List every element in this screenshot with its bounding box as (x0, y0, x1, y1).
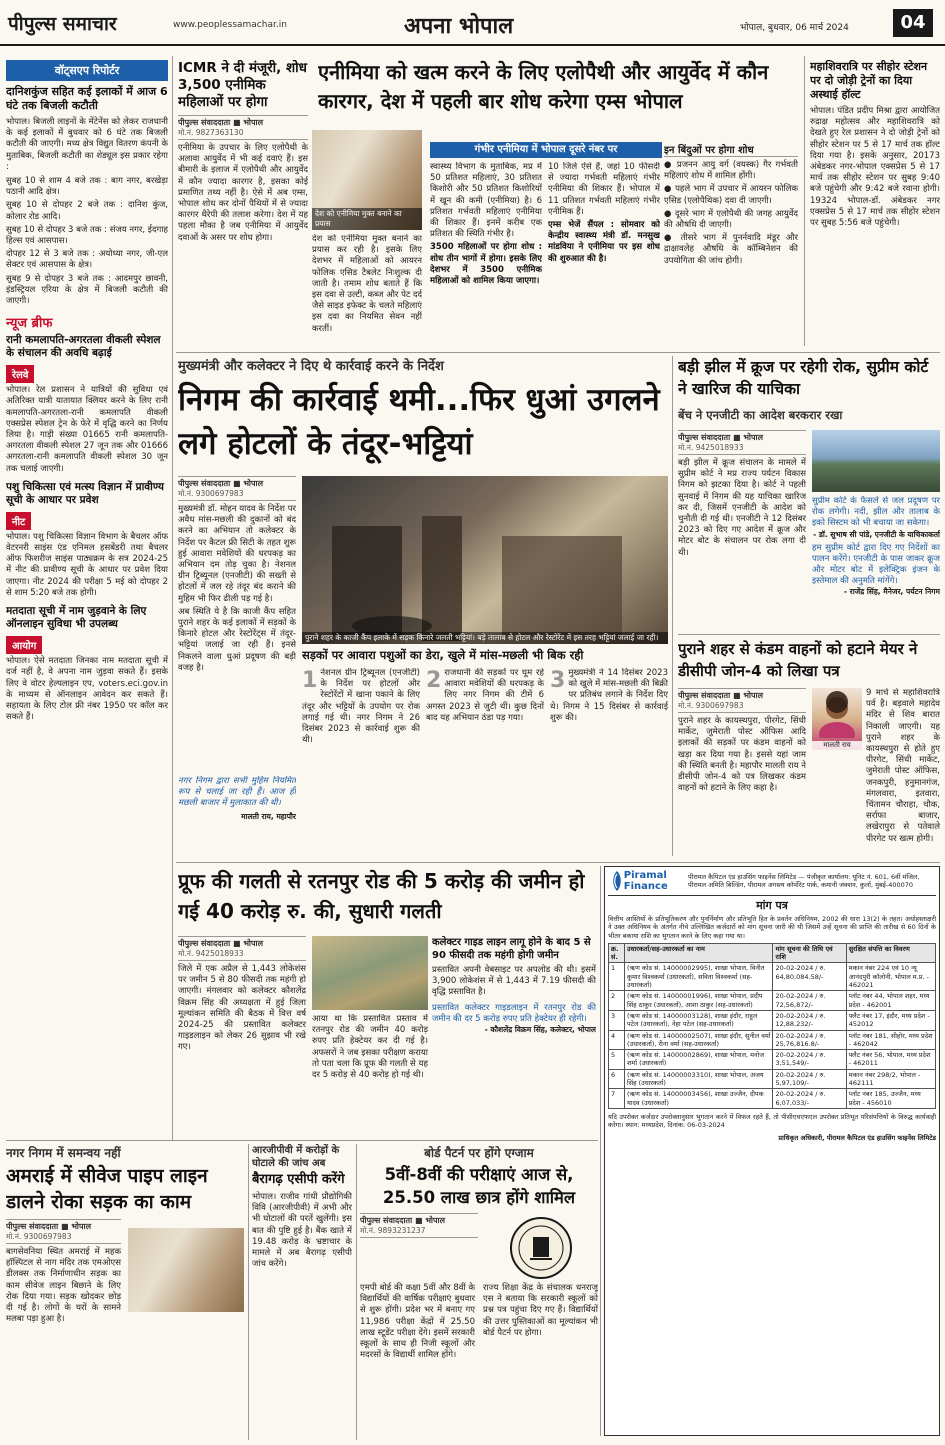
exam-kicker: बोर्ड पैटर्न पर होंगे एग्जाम (424, 1146, 534, 1160)
rgpv-story (252, 1144, 352, 1440)
cruise-quote-2: हम सुप्रीम कोर्ट द्वारा दिए गए निर्देशों का पालन करेंगे। एनजीटी के पास जाकर क्रूज और मोटर बोट में इलेक्ट्रिक इंजन के इस्तेमाल की अनुमति मांगेंगे। (812, 542, 940, 587)
cruise-byline: पीपुल्स संवाददाता ■ भोपाल मो.नं. 9425018933 (678, 430, 806, 455)
condemned-byline: पीपुल्स संवाददाता ■ भोपाल मो.नं. 9300697983 (678, 688, 806, 713)
sewage-byline: पीपुल्स संवाददाता ■ भोपाल मो.नं. 9300697983 (6, 1219, 121, 1244)
table-row: 1 (ऋण कोड सं. 14000002995), शाखा भोपाल, विनीत कुमार विश्वकर्मा (उधारकर्ता), सविता विश्वकर्मा (सह-उधारकर्ता) 20-02-2024 / रु. 64,80,084.58/- मकान नंबर 224 एवं 10 न्यू आनंदपुरी कॉलोनी, भोपाल म.प्र. - 462021 (609, 963, 936, 991)
table-row: 3 (ऋण कोड सं. 14000003128), शाखा इंदौर, राहुल पटेल (उधारकर्ता), नेहा पटेल (सह-उधारकर्ता) 20-02-2024 / रु. 12,88,232/- फ्लैट नंबर 17, इंदौर, मध्य प्रदेश - 452012 (609, 1010, 936, 1030)
tandoor-photo-caption: पुराने शहर के काजी कैंप इलाके में सड़क किनारे जलती भट्टियां। बड़े तालाब से होटल और रेस्टोरेंट में इस तरह भट्टियां जलाई जा रही। (302, 632, 668, 644)
table-row: 4 (ऋण कोड सं. 14000002507), शाखा इंदौर, सुनील वर्मा (उधारकर्ता), रीना वर्मा (सह-उधारकर्ता) 20-02-2024 / रु. 25,76,816.8/- प्लॉट नंबर 181, सीहोर, मध्य प्रदेश - 462042 (609, 1030, 936, 1050)
cm-body: मुख्यमंत्री डॉ. मोहन यादव के निर्देश पर अवैध मांस-मछली की दुकानों को बंद करने का अभियान तो कलेक्टर के निर्देश पर कैटल फ्री सिटी के तहत शुरू हुई आवारा मवेशियों की धरपकड़ का अभियान दम तोड़ चुका है। नेशनल ग्रीन ट्रिब्यूनल (एनजीटी) की सख्ती से होटलों में जल रहे तंदूर बंद कराने की मुहिम भी फिर ढीली पड़ गई है। अब स्थिति ये है कि काजी कैंप सहित पुराने शहर के कई इलाकों में सड़कों के किनारे होटल और रेस्टोरेंट्स में तंदूर-भट्टियां जलाई जा रही हैं। इनसे निकलने वाला धुआं प्रदूषण की बड़ी वजह है। (178, 504, 296, 673)
rgpv-headline: बैरागढ़ एसीपी करेंगे (252, 1172, 345, 1187)
piramal-logo: Piramal Finance (608, 870, 688, 892)
neet-tag: नीट (6, 512, 31, 530)
schedule-item: सुबह 10 से दोपहर 2 बजे तक : दानिश कुंज, कोलार रोड आदि। (6, 200, 168, 222)
strip-column: 3 मुख्यमंत्री ने 14 दिसंबर 2023 को खुले में मांस-मछली की बिक्री पर प्रतिबंध लगाने के निर्देश दिए थे। निगम ने 15 दिसंबर से कार्रवाई शुरू की। (550, 668, 668, 723)
brand-logo[interactable]: पीपुल्स समाचार (8, 13, 117, 35)
table-row: 6 (ऋण कोड सं. 14000003310), शाखा भोपाल, अजय सिंह (उधारकर्ता) 20-02-2024 / रु. 5,97,109/- मकान नंबर 298/2, भोपाल - 462111 (609, 1069, 936, 1089)
ratanpur-body: जिले में एक अप्रैल से 1,443 लोकेशंस पर जमीन 5 से 80 फीसदी तक महंगी हो जाएगी। मंगलवार को कलेक्टर कौशलेंद्र विक्रम सिंह की अध्यक्षता में हुई जिला मूल्यांकन समिति की बैठक में वित्त वर्ष 2024-25 की प्रस्तावित कलेक्टर गाइडलाइन को लेकर 26 सुझाव भी रखे गए। (178, 964, 306, 1053)
left-column (6, 60, 168, 1135)
ad-footer: यदि उपरोक्त कर्जदार उपरोक्तानुसार भुगतान करने में विफल रहते हैं, तो पीसीएचएफएल उपरोक्त प्रतिभूत परिसंपत्तियों के विरुद्ध कार्यवाही करेगा। स्थान: मध्यप्रदेश, दिनांक: 06-03-2024 (608, 1112, 936, 1130)
ad-notice: वित्तीय आस्तियों के प्रतिभूतिकरण और पुनर्निर्माण और प्रतिभूति हित के प्रवर्तन अधिनियम, 2002 की धारा 13(2) के तहत। अधोहस्ताक्षरी ने उक्त अधिनियम के अंतर्गत नीचे उल्लिखित कर्जदारों को मांग सूचना जारी की थी जिसमें उन्हें सूचना की प्राप्ति की तारीख से 60 दिनों के भीतर बकाया राशि का भुगतान करने के लिए कहा गया था। (608, 915, 936, 940)
news-brief-tag: न्यूज ब्रीफ (6, 316, 53, 332)
cm-strip (302, 668, 668, 858)
guideline-box-body: प्रस्तावित अपनी वेबसाइट पर अपलोड की थी। इसमें 3,900 लोकेशंस में से 1,443 में 7.19 फीसदी की वृद्धि प्रस्तावित है। (432, 965, 596, 998)
strip-column: 2 राजधानी की सड़कों पर घूम रहे आवारा मवेशियों की धरपकड़ के लिए नगर निगम की टीमें 6 अगस्त 2023 से जुटी थीं। कुछ दिनों बाद यह अभियान ठंडा पड़ गया। (426, 668, 544, 723)
tandoor-illustration (302, 476, 668, 644)
icmr-body-col2: देश को एनीमिया मुक्त बनाने का प्रयास कर रही है। इसके लिए देशभर में महिलाओं को आयरन फोलिक एसिड टैबलेट निःशुल्क दी जाती है। तमाम शोध बताते हैं कि इस दवा से उल्टी, कब्ज और पेट दर्द जैसे साइड इफेक्ट के चलते महिलाएं इस दवा का नियमित सेवन नहीं करतीं। (312, 234, 422, 334)
cruise-headline: बड़ी झील में क्रूज पर रहेगी रोक, सुप्रीम कोर्ट ने खारिज की याचिका (678, 358, 929, 398)
cruise-photo (812, 430, 940, 492)
exam-story (360, 1144, 598, 1440)
research-points-list (664, 160, 798, 267)
ad-signature: प्राधिकृत अधिकारी, पीरामल कैपिटल एंड हाउसिंग फाइनेंस लिमिटेड (778, 1133, 936, 1142)
demand-notice-table (608, 943, 936, 1109)
list-item: ● पहले भाग में उपचार में आयरन फोलिक एसिड (एलोपैथिक) दवा दी जाएगी। (664, 184, 798, 206)
anemia-headline: एनीमिया को खत्म करने के लिए एलोपैथी और आयुर्वेद में कौन कारगर, देश में पहली बार शोध करेगा एम्स भोपाल (318, 60, 769, 113)
schedule-item: दोपहर 12 से 3 बजे तक : अयोध्या नगर, जी-एल सेक्टर एवं आसपास के क्षेत्र। (6, 249, 168, 271)
table-row: 2 (ऋण कोड सं. 14000001996), शाखा भोपाल, प्रदीप सिंह ठाकुर (उधारकर्ता), आशा ठाकुर (सह-उधारकर्ता) 20-02-2024 / रु. 72,56,872/- प्लॉट नंबर 44, भोपाल शहर, मध्य प्रदेश - 462001 (609, 991, 936, 1011)
sewage-kicker: नगर निगम में समन्वय नहीं (6, 1146, 121, 1160)
sehore-halt-body: भोपाल। पंडित प्रदीप मिश्रा द्वारा आयोजित रुद्राक्ष महोत्सव और महाशिवरात्रि को देखते हुए रेल प्रशासन ने दो जोड़ी ट्रेनों को सीहोर स्टेशन पर 5 से 17 मार्च तक हॉल्ट दिया गया है। इसके अनुसार, 20173 अंबेडकर नगर-भोपाल एक्सप्रेस 5 से 17 मार्च तक सीहोर स्टेशन पर सुबह 9:40 बजे पहुंचेगी और 9:42 बजे रवाना होगी। 19324 भोपाल-डॉ. अंबेडकर नगर एक्सप्रेस 5 से 17 मार्च तक सीहोर स्टेशन पर सुबह 5:56 बजे पहुंचेगी। (810, 106, 940, 229)
ratanpur-story (178, 936, 306, 1132)
guideline-box-heading: कलेक्टर गाइड लाइन लागू होने के बाद 5 से 90 फीसदी तक महंगी होगी जमीन (432, 937, 591, 961)
condemned-headline: पुराने शहर से कंडम वाहनों को हटाने मेयर ने डीसीपी जोन-4 को लिखा पत्र (678, 640, 918, 680)
list-item: ● तीसरे भाग में पुनर्नवादि मंडूर और द्राक्षावलेह औषधि के कॉम्बिनेशन की उपयोगिता की जांच होगी। (664, 233, 798, 266)
exam-byline: पीपुल्स संवाददाता ■ भोपाल मो.नं. 9893231237 (360, 1213, 478, 1238)
table-row: 7 (ऋण कोड सं. 14000003456), शाखा उज्जैन, दीपक यादव (उधारकर्ता) 20-02-2024 / रु. 6,07,033/- प्लॉट नंबर 185, उज्जैन, मध्य प्रदेश - 456010 (609, 1089, 936, 1109)
exam-body-2: राज्य शिक्षा केंद्र के संचालक धनराजू एस ने बताया कि सरकारी स्कूलों को प्रश्न पत्र पहुंचा दिए गए हैं। विद्यार्थियों की उत्तर पुस्तिकाओं का मूल्यांकन भी बोर्ड पैटर्न पर होगा। (483, 1283, 598, 1338)
schedule-item: सुबह 10 से शाम 4 बजे तक : बाग नगर, बरखेड़ा पठानी आदि क्षेत्र। (6, 176, 168, 198)
tandoor-photo (302, 476, 668, 644)
aiims-photo-caption: देश को एनीमिया मुक्त बनाने का प्रयास (312, 208, 422, 230)
cruise-quotes: सुप्रीम कोर्ट के फैसले से जल प्रदूषण पर रोक लगेगी। नदी, झील और तालाब के इको सिस्टम को भी बचाया जा सकेगा। - डॉ. सुभाष सी पांडे, एनजीटी के याचिकाकर्ता हम सुप्रीम कोर्ट द्वारा दिए गए निर्देशों का पालन करेंगे। एनजीटी के पास जाकर क्रूज और मोटर बोट में इलेक्ट्रिक इंजन के इस्तेमाल की अनुमति मांगेंगे। - राजेंद्र सिंह, मैनेजर, पर्यटन निगम (812, 496, 940, 597)
vet-headline: पशु चिकित्सा एवं मत्स्य विज्ञान में प्रावीण्य सूची के आधार पर प्रवेश (6, 480, 164, 506)
condemned-story (678, 688, 806, 860)
list-item: ● दूसरे भाग में एलोपैथी की जगह आयुर्वेद की औषधि दी जाएगी। (664, 208, 798, 231)
sewage-story (6, 1144, 244, 1440)
guideline-box: कलेक्टर गाइड लाइन लागू होने के बाद 5 से 90 फीसदी तक महंगी होगी जमीन प्रस्तावित अपनी वेबसाइट पर अपलोड की थी। इसमें 3,900 लोकेशंस में से 1,443 में 7.19 फीसदी की वृद्धि प्रस्तावित है। प्रस्तावित कलेक्टर गाइडलाइन में रतनपुर रोड की जमीन की दर 5 करोड़ रुपए प्रति हेक्टेयर ही रहेगी। - कौशलेंद्र विक्रम सिंह, कलेक्टर, भोपाल (432, 937, 596, 1035)
list-item: ● प्रजनन आयु वर्ग (वयस्क) गैर गर्भवती महिलाएं शोध में शामिल होंगी। (664, 160, 798, 182)
mayor-photo: मालती राय (812, 688, 862, 750)
land-photo (312, 936, 428, 1010)
strip-column: 1 नेशनल ग्रीन ट्रिब्यूनल (एनजीटी) के निर्देश पर होटलों और रेस्टोरेंटों में खाना पकाने के लिए तंदूर और भट्टियों के उपयोग पर रोक लगाई गई थी। नगर निगम ने 26 दिसंबर 2023 से कार्रवाई शुरू की थी। (302, 668, 420, 746)
piramal-header: Piramal Finance पीरामल कैपिटल एंड हाउसिंग फाइनेंस लिमिटेड — पंजीकृत कार्यालय: यूनिट नं. 601, 6वीं मंजिल, पीरामल अमिति बिल्डिंग, पीरामल अगस्त्य कॉर्पोरेट पार्क, कमानी जंक्शन, कुर्ला, मुंबई-400070 (608, 870, 936, 896)
piramal-ad (604, 866, 940, 1436)
ayog-tag: आयोग (6, 636, 42, 654)
exam-body: एमपी बोर्ड की कक्षा 5वीं और 8वीं के विद्यार्थियों की वार्षिक परीक्षाएं बुधवार से शुरू होंगी। प्रदेश भर में बनाए गए 11,986 परीक्षा केंद्रों में 25.50 लाख स्टूडेंट परीक्षा देंगे। इसमें सरकारी स्कूलों के साथ ही निजी स्कूलों और मदरसों के विद्यार्थी शामिल होंगे। (360, 1283, 475, 1361)
piramal-logo-icon (608, 870, 621, 892)
railway-tag: रेलवे (6, 365, 34, 383)
anemia-subtag: गंभीर एनीमिया में भोपाल दूसरे नंबर पर (430, 142, 662, 158)
ad-title: मांग पत्र (756, 899, 788, 912)
exam-headline: 5वीं-8वीं की परीक्षाएं आज से, 25.50 लाख छात्र होंगे शामिल (382, 1165, 576, 1207)
board-seal (486, 1213, 596, 1283)
anemia-col-a: स्वास्थ्य विभाग के मुताबिक, मप्र में 50 प्रतिशत महिलाएं, 30 प्रतिशत किशोरी और 50 प्रतिशत किशोरियों में खून की कमी (एनीमिया) है। 6 प्रतिशत गर्भवती महिलाएं एनीमिया की शिकार हैं। इनमें करीब एक प्रतिशत की स्थिति गंभीर है। 3500 महिलाओं पर होगा शोध : शोध तीन भागों में होगा। इसके लिए देशभर में 3500 एनीमिक महिलाओं को शामिल किया जाएगा। (430, 162, 542, 287)
ratanpur-headline: प्रूफ की गलती से रतनपुर रोड की 5 करोड़ की जमीन हो गई 40 करोड़ रु. की, सुधारी गलती (178, 869, 585, 923)
sewage-body: बागसेवनिया स्थित अमराई में महक हॉस्पिटल से नाग मंदिर तक एमओएस डीलक्स तक निर्माणाधीन सड़क का काम सीवेज लाइन बिछाने के लिए रोक दिया गया। सड़क खोदकर छोड़ दी गई है। लोगों के घरों के सामने मलबा पड़ा हुआ है। (6, 1247, 121, 1325)
sewage-photo (128, 1228, 244, 1312)
power-cut-schedule (6, 176, 168, 307)
research-points-heading: इन बिंदुओं पर होगा शोध (664, 142, 798, 157)
icmr-headline: ICMR ने दी मंजूरी, शोध 3,500 एनीमिक महिलाओं पर होगा (178, 60, 307, 110)
page-number: 04 (893, 9, 933, 37)
icmr-body: एनीमिया के उपचार के लिए एलोपैथी के अलावा आयुर्वेद में भी कई दवाएं हैं। इस बीमारी के इलाज में एलोपैथी और आयुर्वेद में कौन ज्यादा कारगर है, इसका कोई प्रमाणित तथ्य नहीं है। ऐसे में अब एम्स, भोपाल शोध कर दोनों पैथियों में से ज्यादा कारगर थैरेपी की तलाश करेगा। देश में यह पहला मौका है जब एनीमिया में आयुर्वेद दवाओं के असर पर शोध होगा। (178, 143, 308, 243)
vet-body: भोपाल। पशु चिकित्सा विज्ञान विभाग के बैचलर ऑफ वेटरनरी साइंस एंड एनिमल हसबेंडरी तथा बैचलर ऑफ फिशरीज साइंस पाठ्यक्रम के सत्र 2024-25 में नीट की प्रावीण्य सूची के आधार पर प्रवेश दिया जाएगा। नीट 2024 की परीक्षा 5 मई को दोपहर 2 से शाम 5:20 बजे तक होगी। (6, 531, 168, 598)
voter-headline: मतदाता सूची में नाम जुड़वाने के लिए ऑनलाइन सुविधा भी उपलब्ध (6, 605, 147, 631)
icmr-byline: पीपुल्स संवाददाता ■ भोपाल मो.नं. 9827363130 (178, 115, 308, 140)
anemia-col-b: 10 जिले ऐसे हैं, जहां 10 फीसदी से ज्यादा गर्भवती महिलाएं गंभीर एनीमिया की शिकार हैं। भोपाल में 11 प्रतिशत गर्भवती महिलाएं गंभीर एनीमिक हैं। एम्स भेजें सैंपल : सोमवार को केन्द्रीय स्वास्थ्य मंत्री डॉ. मनसुख मांडविया ने एनीमिया पर इस शोध की शुरुआत की है। (548, 162, 660, 264)
rgpv-body: भोपाल। राजीव गांधी प्रौद्योगिकी विवि (आरजीपीवी) में अभी और भी घोटालों की परतें खुलेंगी। इस बात की पुष्टि हुई है। बैंक खाते में 19.48 करोड़ के भ्रष्टाचार के मामले में अब बैरागढ़ एसीपी जांच करेंगे। (252, 1192, 352, 1270)
condemned-body-2: 9 मार्च से महाशिवरात्रि पर्व है। बड़वाले महादेव मंदिर से शिव बारात निकाली जाएगी। यह पुराने शहर के कायस्थपुरा से होते हुए पीरगेट, सिंधी मार्केट, जुमेराती पोस्ट ऑफिस, जनकपुरी, हनुमानगंज, मंगलवारा, इतवारा, चिंतामन चौराहा, चौक, सर्राफा बाजार, लखेरापुरा से पतेवाले पीरगेट पर खत्म होगी। (866, 688, 940, 844)
mp-board-logo (508, 1215, 574, 1281)
cruise-body: बड़ी झील में क्रूज संचालन के मामले में सुप्रीम कोर्ट ने मप्र राज्य पर्यटन विकास निगम को झटका दिया है। कोर्ट ने पहली सुनवाई में निगम की यह याचिका खारिज कर दी, जिसमें एनजीटी के आदेश को चुनौती दी गई थी। एनजीटी ने 12 दिसंबर 2023 को दिए गए आदेश में क्रूज और मोटर बोट के संचालन पर रोक लगा दी थी। (678, 458, 806, 558)
schedule-item: सुबह 10 से दोपहर 3 बजे तक : संजय नगर, ईदगाह हिल्स एवं आसपास। (6, 224, 168, 247)
site-url[interactable]: www.peoplessamachar.in (173, 20, 287, 30)
rani-kamlapati-body: भोपाल। रेल प्रशासन ने यात्रियों की सुविधा एवं अतिरिक्त यात्री यातायात क्लियर करने के लिए रानी कमलापति-अगरतला-रानी कमलापति वीकली एक्सप्रेस स्पेशल ट्रेन के फेरे में वृद्धि करने का निर्णय लिया है। गाड़ी संख्या 01665 रानी कमलापति-अगरतला वीकली स्पेशल 27 जून तक और 01666 अगरतला-रानी कमलापति वीकली स्पेशल 30 जून तक चलाई जाएगी। (6, 385, 168, 474)
condemned-body: पुराने शहर के कायस्थपुरा, पीरगेट, सिंधी मार्केट, जुमेराती पोस्ट ऑफिस आदि इलाकों की सड़कों पर कंडम वाहनों को खड़ा कर दिया गया है। इससे यहां जाम की स्थिति बनती है। महापौर मालती राय ने डीसीपी जोन-4 को पत्र लिखकर कंडम वाहनों को हटाने के लिए कहा है। (678, 716, 806, 794)
table-header-row: क्र. सं. उधारकर्ता/सह-उधारकर्ता का नाम मांग सूचना की तिथि एवं राशि सुरक्षित संपत्ति का विवरण (609, 943, 936, 963)
ratanpur-body-2: आया था कि प्रस्तावित प्रस्ताव में रतनपुर रोड की जमीन 40 करोड़ रुपए प्रति हेक्टेयर कर दी गई है। अफसरों ने जब इसका परीक्षण कराया तो पता चला कि प्रूफ की गलती से यह दर 5 करोड़ से 40 करोड़ हो गई थी। (312, 1014, 428, 1081)
sehore-halt-story (810, 60, 940, 350)
sehore-halt-headline: महाशिवरात्रि पर सीहोर स्टेशन पर दो जोड़ी ट्रेनों का दिया अस्थाई हॉल्ट (810, 60, 928, 101)
rani-kamlapati-headline: रानी कमलापति-अगरतला वीकली स्पेशल के संचालन की अवधि बढ़ाई (6, 334, 161, 360)
cm-kicker: मुख्यमंत्री और कलेक्टर ने दिए थे कार्रवाई करने के निर्देश (178, 359, 444, 374)
dateline: भोपाल, बुधवार, 06 मार्च 2024 (740, 23, 849, 33)
icmr-story (178, 60, 308, 360)
mayor-portrait (812, 688, 862, 738)
cruise-subhead: बेंच ने एनजीटी का आदेश बरकरार रखा (678, 408, 843, 422)
rgpv-kicker: आरजीपीवी में करोड़ों के घोटाले की जांच अब (252, 1145, 340, 1169)
table-row: 5 (ऋण कोड सं. 14000002869), शाखा भोपाल, मनोज शर्मा (उधारकर्ता) 20-02-2024 / रु. 3,51,549/- फ्लैट नंबर 56, भोपाल, मध्य प्रदेश - 462011 (609, 1050, 936, 1070)
cruise-story (678, 430, 806, 630)
cm-quote: नगर निगम द्वारा सभी मुहिम नियमित रूप से चलाई जा रही हैं। आज ही मछली बाजार में मुलाकात की थी। मालती राय, महापौर (178, 776, 296, 821)
cruise-quote-1: सुप्रीम कोर्ट के फैसले से जल प्रदूषण पर रोक लगेगी। नदी, झील और तालाब के इको सिस्टम को भी बचाया जा सकेगा। (812, 496, 940, 529)
ratanpur-byline: पीपुल्स संवाददाता ■ भोपाल मो.नं. 9425018933 (178, 936, 306, 961)
masthead (0, 0, 945, 46)
cm-byline: पीपुल्स संवाददाता ■ भोपाल मो.नं. 9300697983 (178, 476, 296, 501)
aiims-photo (312, 130, 422, 230)
power-cut-headline: दानिशकुंज सहित कई इलाकों में आज 6 घंटे तक बिजली कटौती (6, 85, 168, 112)
research-points-box (664, 142, 798, 352)
sewage-headline: अमराई में सीवेज पाइप लाइन डालने रोका सड़क का काम (6, 1165, 208, 1213)
whatsapp-reporter-tag: वॉट्सएप रिपोर्टर (6, 60, 168, 81)
schedule-item: सुबह 9 से दोपहर 3 बजे तक : आदमपुर छावनी, इंडस्ट्रियल एरिया के क्षेत्र में बिजली कटौती की जाएगी। (6, 273, 168, 307)
cm-strip-headline: सड़कों पर आवारा पशुओं का डेरा, खुले में मांस-मछली भी बिक रही (302, 648, 584, 662)
power-cut-body: भोपाल। बिजली लाइनों के मेंटेनेंस को लेकर राजधानी के कई इलाकों में बुधवार को 6 घंटे तक बिजली कटौती की जाएगी। मध्य क्षेत्र विद्युत वितरण कंपनी के मुताबिक, बिजली कटौती का शेड्यूल इस प्रकार रहेगा : (6, 117, 168, 172)
voter-body: भोपाल। ऐसे मतदाता जिनका नाम मतदाता सूची में दर्ज नहीं है, वे अपना नाम जुड़वा सकते हैं। इसके लिए वे वोटर हेल्पलाइन एप, voters.eci.gov.in के माध्यम से ऑनलाइन आवेदन कर सकते हैं। सहायता के लिए टोल फ्री नंबर 1950 पर कॉल कर सकते हैं। (6, 656, 168, 723)
section-title: अपना भोपाल (404, 14, 514, 39)
cm-headline: निगम की कार्रवाई थमी...फिर धुआं उगलने लगे होटलों के तंदूर-भट्टियां (178, 382, 660, 462)
collector-quote: प्रस्तावित कलेक्टर गाइडलाइन में रतनपुर रोड की जमीन की दर 5 करोड़ रुपए प्रति हेक्टेयर ही रहेगी। (432, 1002, 596, 1024)
